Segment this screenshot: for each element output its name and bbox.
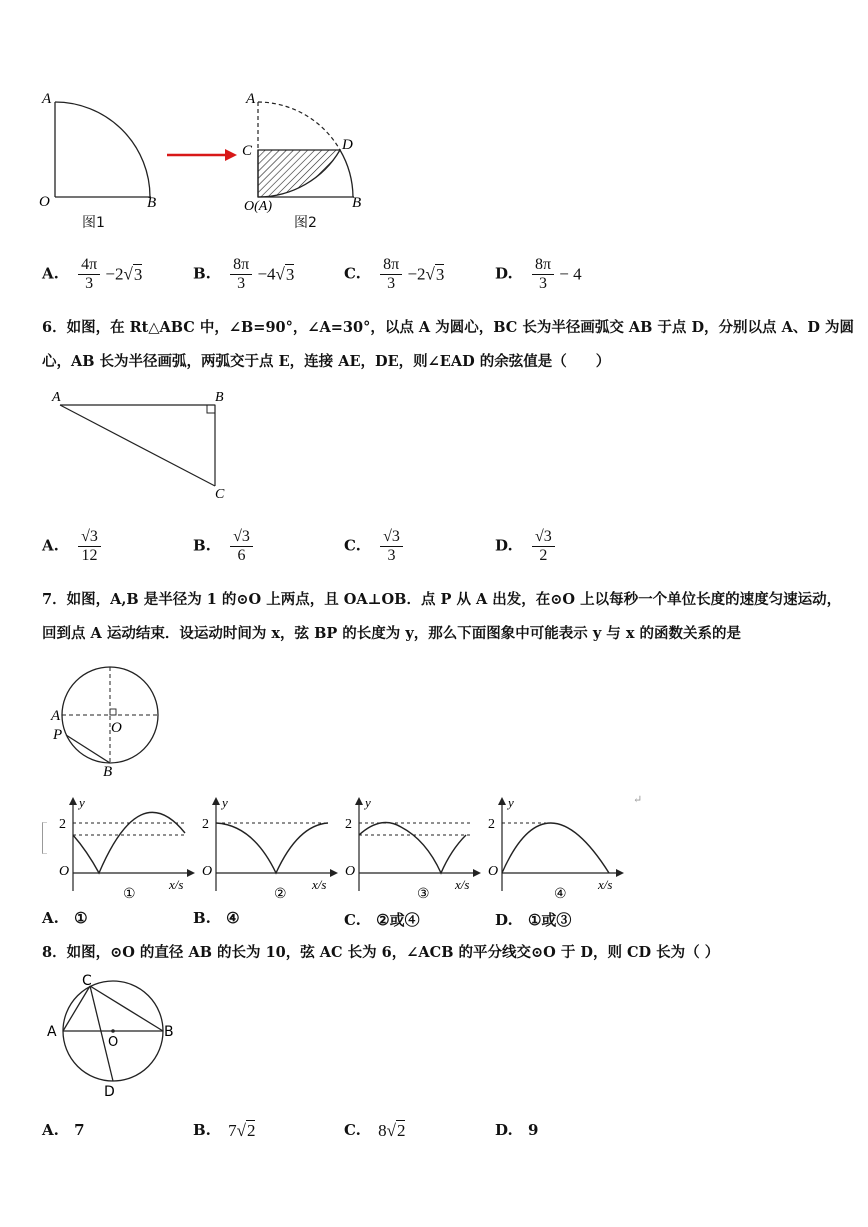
q5-option-a-den: 3 — [85, 275, 94, 292]
q7-graph-2 — [198, 795, 338, 905]
q7-g2-o: O — [202, 864, 213, 879]
q7-option-a[interactable] — [42, 909, 88, 927]
q5-option-b-num: 8π — [230, 256, 252, 275]
q5-fig1-label-o: O — [39, 194, 50, 210]
q5-option-a-num: 4π — [78, 256, 100, 275]
q7-graph-1 — [55, 795, 195, 905]
q7-option-d-text: ①或③ — [527, 911, 572, 929]
q7-g1-o: O — [59, 864, 70, 879]
q7-g3-y: y — [365, 795, 371, 810]
q6-option-b-num: √3 — [230, 528, 253, 547]
return-mark-icon: ↵ — [633, 793, 643, 806]
q7-option-b-text: ④ — [226, 909, 240, 927]
q6-text-line2: 心，AB 长为半径画弧，两弧交于点 E，连接 AE，DE，则∠EAD 的余弦值是（ ） — [42, 353, 611, 370]
q8-option-d-letter: D. — [495, 1121, 513, 1139]
margin-bracket — [42, 822, 47, 854]
q7-option-a-letter: A. — [42, 909, 59, 927]
q5-option-d[interactable] — [495, 256, 582, 293]
q5-option-a-tail: −2 — [105, 264, 124, 284]
q5-option-a-letter: A. — [42, 264, 59, 283]
q6-label-a: A — [52, 390, 61, 405]
q8-option-b-coef: 7 — [228, 1121, 237, 1140]
q7-text-line2: 回到点 A 运动结束．设运动时间为 x，弦 BP 的长度为 y，那么下面图象中可能表示 y 与 x 的函数关系的是 — [42, 625, 742, 642]
q6-triangle-figure — [45, 385, 245, 505]
q6-option-d-letter: D. — [495, 536, 513, 555]
q7-g1-number: ① — [123, 887, 136, 902]
q8-label-o: O — [108, 1035, 119, 1050]
q5-option-c-letter: C. — [344, 264, 361, 283]
q5-option-c-den: 3 — [387, 275, 396, 292]
q5-fig2-caption: 图2 — [294, 215, 317, 231]
q6-option-c[interactable] — [344, 528, 403, 565]
q5-option-b-letter: B. — [193, 264, 211, 283]
q5-fig2-label-b: B — [352, 195, 362, 211]
q5-fig2-label-a: A — [246, 91, 256, 107]
q6-option-b-letter: B. — [193, 536, 211, 555]
q7-option-d[interactable] — [495, 909, 571, 930]
q7-g4-number: ④ — [554, 887, 567, 902]
q6-option-d-num: √3 — [532, 528, 555, 547]
q6-option-c-letter: C. — [344, 536, 361, 555]
q6-text-line1: 6．如图，在 Rt△ABC 中，∠B=90°，∠A=30°，以点 A 为圆心，BC 长为半径画弧交 AB 于点 D，分别以点 A、D 为圆 — [42, 319, 854, 336]
q7-option-c[interactable] — [344, 909, 420, 930]
q6-label-c: C — [215, 487, 225, 502]
q8-option-a[interactable] — [42, 1121, 85, 1139]
q7-g1-two: 2 — [59, 817, 66, 832]
q6-option-d-den: 2 — [539, 547, 548, 564]
q7-g3-number: ③ — [417, 887, 430, 902]
q8-label-b: B — [164, 1024, 174, 1040]
q8-text-line1: 8．如图，⊙O 的直径 AB 的长为 10，弦 AC 长为 6，∠ACB 的平分线交⊙O 于 D，则 CD 长为（ ） — [42, 944, 720, 961]
q8-option-c-coef: 8 — [378, 1121, 387, 1140]
q7-g3-two: 2 — [345, 817, 352, 832]
q5-option-c-num: 8π — [380, 256, 402, 275]
q8-option-c-letter: C. — [344, 1121, 361, 1139]
q5-fig2-label-c: C — [242, 143, 253, 159]
q8-circle-figure — [42, 972, 192, 1102]
q7-label-a: A — [51, 708, 61, 724]
q5-fig1-label-a: A — [42, 91, 52, 107]
q7-option-c-text: ②或④ — [376, 911, 420, 929]
q5-fig2-label-oa: O(A) — [244, 199, 272, 214]
q5-option-c-rad: 3 — [435, 264, 445, 284]
q8-option-c[interactable]: C. 8√2 — [344, 1121, 406, 1140]
q5-option-b-rad: 3 — [285, 264, 295, 284]
q6-option-b-den: 6 — [237, 547, 246, 564]
q7-g2-y: y — [222, 795, 228, 810]
q6-label-b: B — [215, 390, 224, 405]
q7-graph-4 — [484, 795, 624, 905]
q7-g4-two: 2 — [488, 817, 495, 832]
q5-fig1-label-b: B — [147, 195, 157, 211]
q6-option-a-num: √3 — [78, 528, 101, 547]
q5-fig2-label-d: D — [342, 137, 353, 153]
q5-option-d-den: 3 — [538, 275, 547, 292]
q8-option-a-text: 7 — [74, 1121, 85, 1139]
q8-option-c-rad: 2 — [396, 1121, 406, 1140]
q6-option-a[interactable] — [42, 528, 101, 565]
q5-option-b[interactable]: B. $\frac{8\pi}{3}$ −4√3 — [193, 256, 295, 292]
q6-option-d[interactable] — [495, 528, 555, 565]
q7-label-b: B — [103, 764, 113, 780]
q7-option-b-letter: B. — [193, 909, 211, 927]
q8-label-d: D — [104, 1084, 115, 1100]
q7-g4-o: O — [488, 864, 499, 879]
q7-g3-xs: x/s — [455, 877, 470, 892]
q7-label-p: P — [53, 727, 63, 743]
q7-option-a-text: ① — [74, 909, 88, 927]
q8-label-a: A — [47, 1024, 57, 1040]
q5-fig1-caption: 图1 — [82, 215, 105, 231]
q7-g2-two: 2 — [202, 817, 209, 832]
q5-option-a[interactable]: A. $\frac{4\pi}{3}$ −2√3 — [42, 256, 143, 292]
q7-g1-xs: x/s — [169, 877, 184, 892]
q7-option-c-letter: C. — [344, 911, 361, 929]
q7-g1-y: y — [79, 795, 85, 810]
q5-option-d-num: 8π — [532, 256, 554, 275]
q8-option-b[interactable]: B. 7√2 — [193, 1121, 256, 1140]
q6-option-a-letter: A. — [42, 536, 59, 555]
q7-g2-number: ② — [274, 887, 287, 902]
q5-option-a-rad: 3 — [133, 264, 143, 284]
q6-option-b[interactable] — [193, 528, 253, 565]
q7-g3-o: O — [345, 864, 356, 879]
q7-circle-figure — [45, 660, 175, 780]
q5-arrow-icon — [165, 145, 240, 165]
q5-option-d-letter: D. — [495, 264, 513, 283]
q5-option-d-tail: − 4 — [559, 264, 582, 284]
q7-option-d-letter: D. — [495, 911, 513, 929]
q8-option-d-text: 9 — [527, 1121, 539, 1139]
q7-option-b[interactable] — [193, 909, 240, 927]
q7-text-line1: 7．如图，A,B 是半径为 1 的⊙O 上两点，且 OA⊥OB．点 P 从 A 出发，在⊙O 上以每秒一个单位长度的速度匀速运动， — [42, 591, 842, 608]
q8-option-b-letter: B. — [193, 1121, 211, 1139]
q8-option-b-rad: 2 — [246, 1121, 256, 1140]
q8-option-a-letter: A. — [42, 1121, 59, 1139]
q7-graph-3 — [341, 795, 481, 905]
q6-option-a-den: 12 — [81, 547, 98, 564]
q7-g4-y: y — [508, 795, 514, 810]
q6-option-c-num: √3 — [380, 528, 403, 547]
q8-option-d[interactable] — [495, 1121, 538, 1139]
q6-option-c-den: 3 — [387, 547, 396, 564]
q5-option-c[interactable]: C. $\frac{8\pi}{3}$ −2√3 — [344, 256, 445, 292]
q8-label-c: C — [82, 973, 92, 989]
q5-option-c-tail: −2 — [407, 264, 426, 284]
q7-label-o: O — [111, 720, 122, 736]
q7-g2-xs: x/s — [312, 877, 327, 892]
q5-option-b-tail: −4 — [257, 264, 276, 284]
q7-g4-xs: x/s — [598, 877, 613, 892]
q5-option-b-den: 3 — [237, 275, 246, 292]
